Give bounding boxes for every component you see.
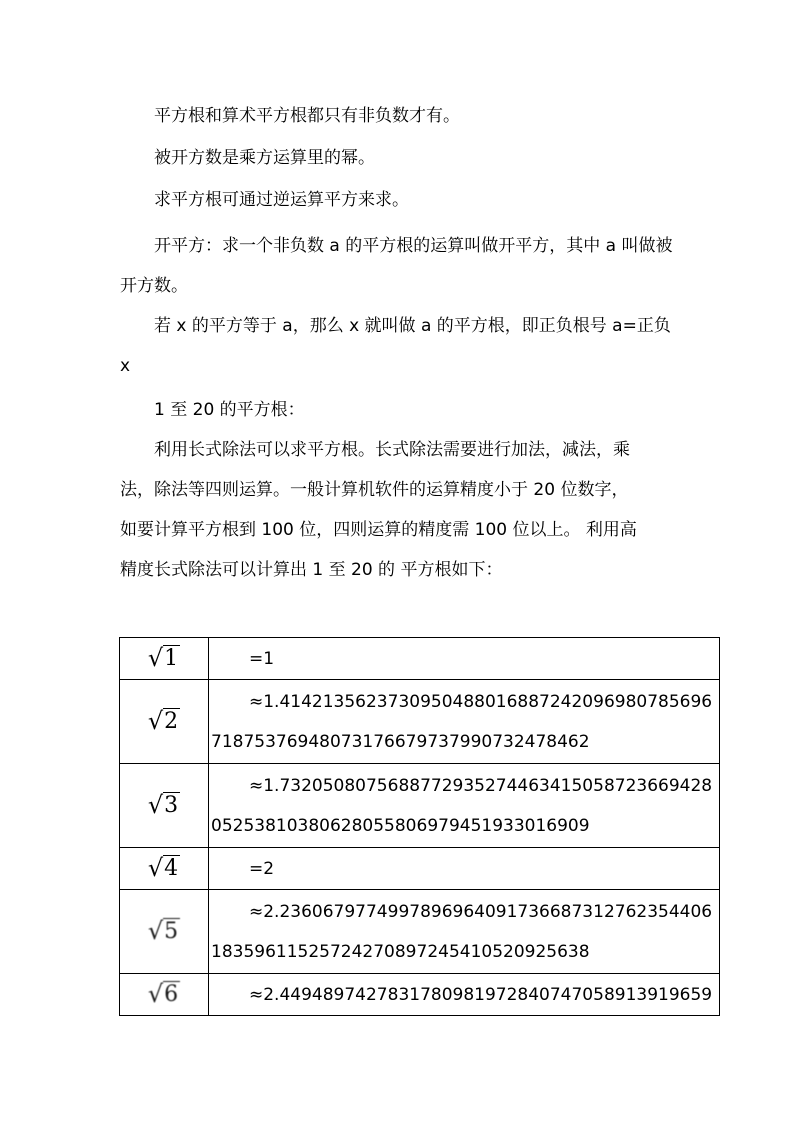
value-line: =2 xyxy=(249,858,275,879)
radical-symbol: √ xyxy=(147,791,164,819)
radical-symbol: √ xyxy=(147,854,164,882)
radical-cell xyxy=(120,848,209,890)
value-cell xyxy=(209,764,720,848)
radical-cell xyxy=(120,974,209,1016)
text-line: 如要计算平方根到 100 位，四则运算的精度需 100 位以上。 利用高 xyxy=(120,520,637,540)
square-roots-table xyxy=(119,637,720,1016)
sqrt-expression xyxy=(148,918,180,945)
value-cell xyxy=(209,974,720,1016)
value-line-continued: 0525381038062805580697945193301690​9 xyxy=(211,815,590,836)
radical-cell xyxy=(120,890,209,974)
value-line: ≈2.4494897427831780981972840747058913919659 xyxy=(249,984,713,1005)
value-line: ≈1.4142135623730950488016887242096980785696 xyxy=(249,691,713,712)
text-line: 利用长式除法可以求平方根。长式除法需要进行加法，减法，乘 xyxy=(154,440,630,460)
radicand: 2 xyxy=(164,709,179,734)
radicand: 3 xyxy=(164,793,179,818)
value-line-continued: 1835961152572427089724541052092563​8 xyxy=(211,941,590,962)
radical-cell xyxy=(120,638,209,680)
text-line: 精度长式除法可以计算出 1 至 20 的 平方根如下： xyxy=(120,560,503,580)
table-row xyxy=(120,848,720,890)
table-row xyxy=(120,680,720,764)
value-line: ≈1.7320508075688772935274463415058723669428 xyxy=(249,775,713,796)
sqrt-expression xyxy=(148,708,180,735)
value-line-continued: 7187537694807317667973799073247846​2 xyxy=(211,731,590,752)
radical-cell xyxy=(120,680,209,764)
radical-symbol: √ xyxy=(147,980,164,1008)
paragraph-extracting-root: 开平方：求一个非负数 a 的平方根的运算叫做开平方，其中 a 叫做被开方数。 xyxy=(120,236,673,296)
sqrt-expression xyxy=(148,855,180,882)
value-cell xyxy=(209,890,720,974)
text-line: 法，除法等四则运算。一般计算机软件的运算精度小于 20 位数字， xyxy=(120,480,629,500)
paragraph-radicand-definition: 被开方数是乘方运算里的幂。 xyxy=(154,148,375,168)
table-row xyxy=(120,890,720,974)
radical-cell xyxy=(120,764,209,848)
radicand: 1 xyxy=(164,646,179,671)
value-cell xyxy=(209,638,720,680)
paragraph-plus-minus-root: 若 x 的平方等于 a，那么 x 就叫做 a 的平方根，即正负根号 a=正负 x xyxy=(120,316,671,376)
paragraph-roots-heading: 1 至 20 的平方根： xyxy=(154,400,305,420)
value-cell xyxy=(209,680,720,764)
radicand: 5 xyxy=(164,919,179,944)
radicand: 4 xyxy=(164,856,179,881)
value-cell xyxy=(209,848,720,890)
table-row xyxy=(120,764,720,848)
sqrt-expression xyxy=(148,792,180,819)
radicand: 6 xyxy=(164,982,179,1007)
radical-symbol: √ xyxy=(147,917,164,945)
sqrt-expression xyxy=(148,981,180,1008)
sqrt-expression xyxy=(148,645,180,672)
paragraph-long-division xyxy=(120,430,680,590)
value-line: ≈2.2360679774997896964091736687312762354406 xyxy=(249,901,713,922)
paragraph-square-root-nonnegative: 平方根和算术平方根都只有非负数才有。 xyxy=(154,106,460,126)
table-row xyxy=(120,638,720,680)
radical-symbol: √ xyxy=(147,707,164,735)
value-line: =1 xyxy=(249,648,275,669)
table-row xyxy=(120,974,720,1016)
radical-symbol: √ xyxy=(147,644,164,672)
paragraph-inverse-operation: 求平方根可通过逆运算平方来求。 xyxy=(154,190,409,210)
